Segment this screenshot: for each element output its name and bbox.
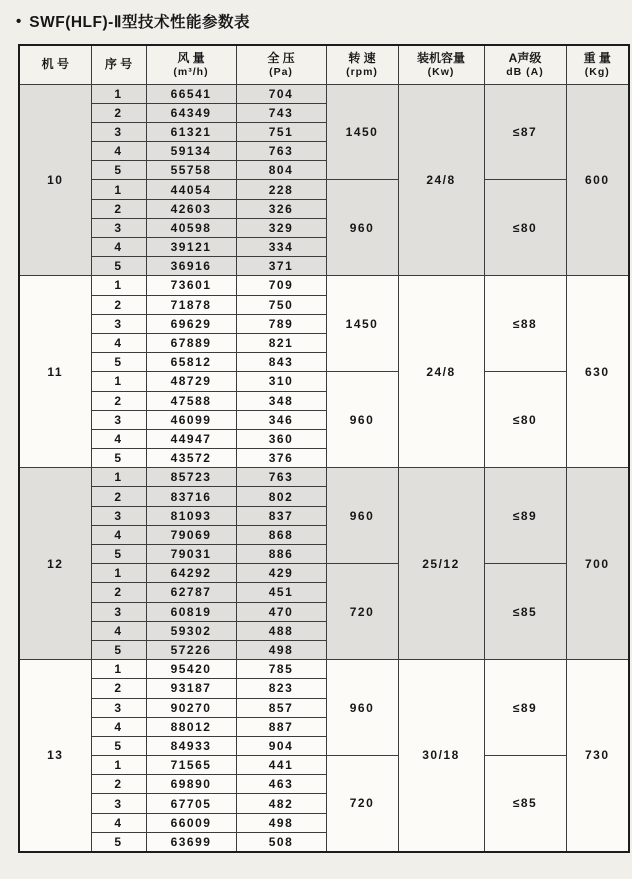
cell-noise: ≤80 [484, 372, 566, 468]
col-header-label: 装机容量 [416, 50, 465, 65]
spec-table-body [19, 84, 629, 852]
cell-seq-no: 2 [91, 391, 146, 410]
cell-airflow: 65812 [146, 353, 236, 372]
col-header-label: A声级 [508, 50, 542, 65]
cell-airflow: 66541 [146, 84, 236, 103]
cell-noise: ≤87 [484, 84, 566, 180]
cell-pressure: 441 [236, 756, 326, 775]
cell-airflow: 43572 [146, 449, 236, 468]
cell-airflow: 67705 [146, 794, 236, 813]
cell-pressure: 360 [236, 429, 326, 448]
cell-airflow: 90270 [146, 698, 236, 717]
cell-speed: 720 [326, 756, 398, 852]
col-header-unit: (m³/h) [173, 65, 209, 78]
cell-airflow: 60819 [146, 602, 236, 621]
cell-airflow: 85723 [146, 468, 236, 487]
cell-pressure: 785 [236, 660, 326, 679]
cell-noise: ≤85 [484, 564, 566, 660]
cell-pressure: 763 [236, 142, 326, 161]
cell-airflow: 63699 [146, 832, 236, 851]
cell-seq-no: 2 [91, 775, 146, 794]
cell-speed: 1450 [326, 84, 398, 180]
cell-pressure: 837 [236, 506, 326, 525]
table-row [19, 660, 629, 679]
col-header-label: 机 号 [41, 57, 69, 72]
cell-seq-no: 5 [91, 545, 146, 564]
cell-pressure: 329 [236, 218, 326, 237]
cell-seq-no: 5 [91, 640, 146, 659]
cell-airflow: 69890 [146, 775, 236, 794]
cell-airflow: 59134 [146, 142, 236, 161]
table-row [19, 468, 629, 487]
col-header-label: 重 量 [583, 50, 611, 65]
cell-seq-no: 2 [91, 583, 146, 602]
col-header-seq-no [91, 45, 146, 84]
cell-seq-no: 3 [91, 410, 146, 429]
cell-seq-no: 5 [91, 449, 146, 468]
cell-noise: ≤88 [484, 276, 566, 372]
cell-pressure: 334 [236, 238, 326, 257]
cell-speed: 960 [326, 372, 398, 468]
cell-airflow: 69629 [146, 314, 236, 333]
cell-seq-no: 3 [91, 122, 146, 141]
col-header-label: 转 速 [348, 50, 376, 65]
cell-noise: ≤89 [484, 660, 566, 756]
cell-weight: 700 [566, 468, 629, 660]
cell-seq-no: 2 [91, 679, 146, 698]
cell-pressure: 857 [236, 698, 326, 717]
cell-seq-no: 1 [91, 756, 146, 775]
cell-airflow: 88012 [146, 717, 236, 736]
cell-airflow: 81093 [146, 506, 236, 525]
cell-airflow: 73601 [146, 276, 236, 295]
cell-airflow: 46099 [146, 410, 236, 429]
page-title: SWF(HLF)-Ⅱ型技术性能参数表 [29, 14, 250, 31]
col-header-label: 全 压 [267, 50, 295, 65]
col-header-unit: (Kw) [427, 65, 455, 78]
cell-pressure: 508 [236, 832, 326, 851]
cell-airflow: 42603 [146, 199, 236, 218]
col-header-label: 风 量 [177, 50, 205, 65]
cell-seq-no: 2 [91, 487, 146, 506]
cell-seq-no: 3 [91, 314, 146, 333]
cell-pressure: 463 [236, 775, 326, 794]
cell-airflow: 36916 [146, 257, 236, 276]
cell-capacity: 24/8 [398, 84, 484, 276]
cell-pressure: 488 [236, 621, 326, 640]
cell-seq-no: 5 [91, 257, 146, 276]
cell-machine-no: 13 [19, 660, 91, 852]
cell-noise: ≤80 [484, 180, 566, 276]
col-header-airflow [146, 45, 236, 84]
cell-pressure: 763 [236, 468, 326, 487]
cell-airflow: 79031 [146, 545, 236, 564]
table-row [19, 756, 629, 775]
col-header-weight [566, 45, 629, 84]
section-title-row [0, 0, 632, 32]
cell-pressure: 346 [236, 410, 326, 429]
cell-pressure: 821 [236, 333, 326, 352]
cell-pressure: 802 [236, 487, 326, 506]
table-row [19, 180, 629, 199]
cell-airflow: 44947 [146, 429, 236, 448]
cell-airflow: 48729 [146, 372, 236, 391]
cell-airflow: 64292 [146, 564, 236, 583]
cell-capacity: 30/18 [398, 660, 484, 852]
cell-noise: ≤85 [484, 756, 566, 852]
cell-airflow: 59302 [146, 621, 236, 640]
cell-pressure: 228 [236, 180, 326, 199]
cell-weight: 630 [566, 276, 629, 468]
col-header-unit: dB (A) [506, 65, 544, 78]
cell-pressure: 868 [236, 525, 326, 544]
col-header-label: 序 号 [104, 57, 133, 72]
cell-pressure: 451 [236, 583, 326, 602]
cell-seq-no: 1 [91, 660, 146, 679]
cell-airflow: 44054 [146, 180, 236, 199]
cell-pressure: 371 [236, 257, 326, 276]
cell-machine-no: 11 [19, 276, 91, 468]
cell-seq-no: 5 [91, 832, 146, 851]
cell-pressure: 743 [236, 103, 326, 122]
cell-airflow: 57226 [146, 640, 236, 659]
cell-seq-no: 3 [91, 506, 146, 525]
cell-seq-no: 3 [91, 794, 146, 813]
cell-airflow: 64349 [146, 103, 236, 122]
cell-pressure: 904 [236, 736, 326, 755]
cell-seq-no: 4 [91, 525, 146, 544]
cell-airflow: 83716 [146, 487, 236, 506]
cell-speed: 720 [326, 564, 398, 660]
spec-table-head [19, 45, 629, 84]
cell-seq-no: 4 [91, 333, 146, 352]
cell-airflow: 47588 [146, 391, 236, 410]
cell-seq-no: 2 [91, 295, 146, 314]
cell-pressure: 326 [236, 199, 326, 218]
table-row [19, 276, 629, 295]
cell-seq-no: 4 [91, 142, 146, 161]
cell-pressure: 823 [236, 679, 326, 698]
cell-airflow: 66009 [146, 813, 236, 832]
header-row [19, 45, 629, 84]
cell-airflow: 62787 [146, 583, 236, 602]
cell-seq-no: 1 [91, 564, 146, 583]
cell-noise: ≤89 [484, 468, 566, 564]
bullet-icon: • [16, 12, 22, 30]
table-row [19, 372, 629, 391]
cell-pressure: 704 [236, 84, 326, 103]
col-header-capacity [398, 45, 484, 84]
cell-pressure: 751 [236, 122, 326, 141]
cell-airflow: 39121 [146, 238, 236, 257]
cell-seq-no: 1 [91, 180, 146, 199]
cell-pressure: 376 [236, 449, 326, 468]
col-header-machine-no [19, 45, 91, 84]
cell-airflow: 93187 [146, 679, 236, 698]
cell-airflow: 84933 [146, 736, 236, 755]
cell-seq-no: 5 [91, 161, 146, 180]
cell-pressure: 482 [236, 794, 326, 813]
cell-pressure: 310 [236, 372, 326, 391]
col-header-pressure [236, 45, 326, 84]
cell-seq-no: 4 [91, 717, 146, 736]
cell-seq-no: 1 [91, 84, 146, 103]
cell-pressure: 750 [236, 295, 326, 314]
col-header-unit: (rpm) [346, 65, 378, 78]
cell-airflow: 55758 [146, 161, 236, 180]
cell-seq-no: 1 [91, 276, 146, 295]
cell-seq-no: 4 [91, 621, 146, 640]
cell-pressure: 498 [236, 640, 326, 659]
cell-speed: 1450 [326, 276, 398, 372]
cell-seq-no: 4 [91, 429, 146, 448]
cell-pressure: 709 [236, 276, 326, 295]
cell-airflow: 71878 [146, 295, 236, 314]
cell-capacity: 25/12 [398, 468, 484, 660]
cell-airflow: 79069 [146, 525, 236, 544]
cell-seq-no: 1 [91, 468, 146, 487]
cell-speed: 960 [326, 660, 398, 756]
cell-seq-no: 4 [91, 813, 146, 832]
cell-seq-no: 2 [91, 199, 146, 218]
cell-seq-no: 5 [91, 736, 146, 755]
col-header-unit: (Pa) [269, 65, 293, 78]
cell-machine-no: 12 [19, 468, 91, 660]
cell-pressure: 470 [236, 602, 326, 621]
cell-seq-no: 3 [91, 218, 146, 237]
cell-pressure: 348 [236, 391, 326, 410]
table-row [19, 564, 629, 583]
cell-airflow: 40598 [146, 218, 236, 237]
cell-pressure: 429 [236, 564, 326, 583]
cell-pressure: 887 [236, 717, 326, 736]
cell-machine-no: 10 [19, 84, 91, 276]
col-header-noise [484, 45, 566, 84]
cell-seq-no: 5 [91, 353, 146, 372]
cell-pressure: 886 [236, 545, 326, 564]
table-row [19, 84, 629, 103]
cell-weight: 730 [566, 660, 629, 852]
cell-pressure: 804 [236, 161, 326, 180]
cell-pressure: 498 [236, 813, 326, 832]
cell-pressure: 843 [236, 353, 326, 372]
cell-seq-no: 1 [91, 372, 146, 391]
spec-table [18, 44, 630, 853]
cell-seq-no: 3 [91, 602, 146, 621]
cell-airflow: 95420 [146, 660, 236, 679]
cell-airflow: 61321 [146, 122, 236, 141]
cell-seq-no: 3 [91, 698, 146, 717]
cell-capacity: 24/8 [398, 276, 484, 468]
cell-weight: 600 [566, 84, 629, 276]
col-header-unit: (Kg) [584, 65, 610, 78]
col-header-speed [326, 45, 398, 84]
cell-seq-no: 4 [91, 238, 146, 257]
cell-airflow: 67889 [146, 333, 236, 352]
cell-speed: 960 [326, 468, 398, 564]
cell-pressure: 789 [236, 314, 326, 333]
cell-airflow: 71565 [146, 756, 236, 775]
cell-seq-no: 2 [91, 103, 146, 122]
cell-speed: 960 [326, 180, 398, 276]
